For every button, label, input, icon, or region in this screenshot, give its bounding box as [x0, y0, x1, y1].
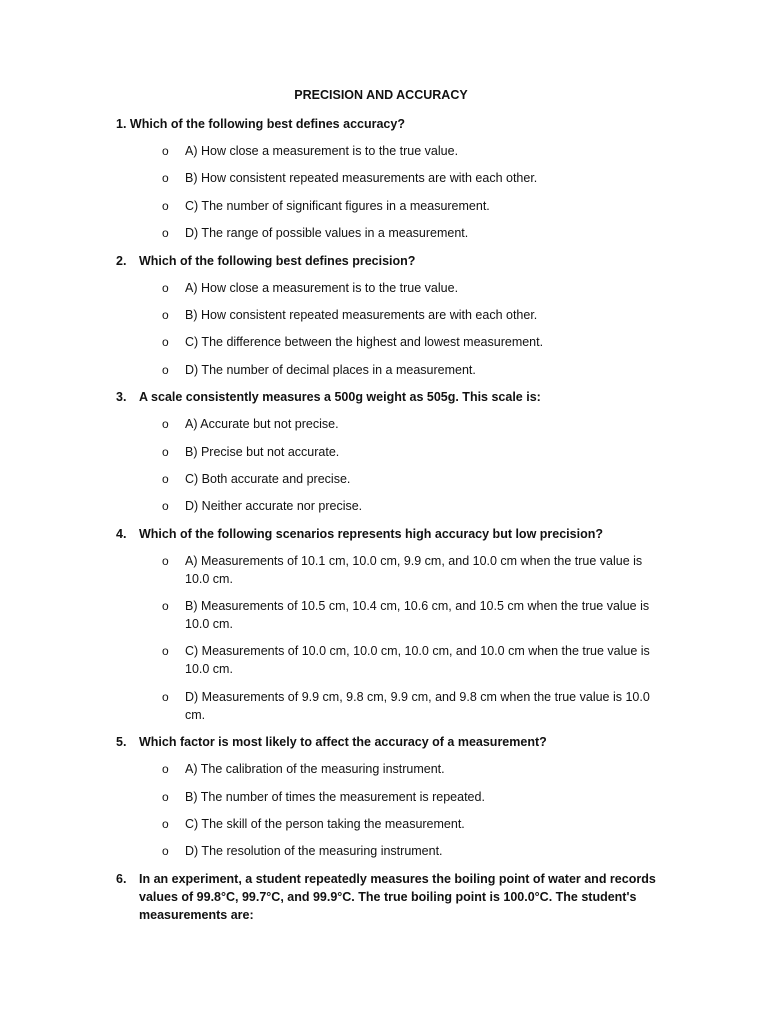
option-item	[116, 169, 665, 187]
option-item	[116, 333, 665, 351]
bullet-icon: o	[162, 471, 169, 486]
option-text: C) The difference between the highest and lowest measurement.	[185, 335, 544, 350]
question-5-options	[116, 760, 768, 860]
question-4-options	[116, 552, 768, 724]
question-text: Which of the following best defines precision?	[139, 253, 416, 268]
bullet-icon: o	[162, 444, 169, 459]
bullet-icon: o	[162, 553, 169, 568]
bullet-icon: o	[162, 499, 169, 514]
question-number: 3.	[116, 390, 127, 405]
option-text: A) The calibration of the measuring instrument.	[185, 762, 445, 777]
bullet-icon: o	[162, 762, 169, 777]
option-item	[116, 760, 665, 778]
question-text: Which of the following best defines accuracy?	[129, 117, 405, 131]
option-text: B) How consistent repeated measurements are with each other.	[185, 307, 538, 322]
option-text: B) Measurements of 10.5 cm, 10.4 cm, 10.6 cm, and 10.5 cm when the true value is 10.0 cm.	[185, 599, 650, 632]
question-number: 4.	[116, 526, 127, 541]
option-text: B) How consistent repeated measurements are with each other.	[185, 171, 538, 186]
option-item	[116, 642, 665, 678]
option-text: D) The number of decimal places in a measurement.	[185, 362, 476, 377]
question-3	[116, 388, 668, 406]
question-2	[116, 252, 668, 270]
bullet-icon: o	[162, 689, 169, 704]
question-2-options	[116, 279, 768, 379]
question-6	[116, 870, 668, 924]
bullet-icon: o	[162, 817, 169, 832]
option-text: C) The number of significant figures in a measurement.	[185, 198, 490, 213]
option-item	[116, 815, 665, 833]
question-text: Which of the following scenarios represents high accuracy but low precision?	[139, 526, 603, 541]
option-item	[116, 597, 665, 633]
question-text: A scale consistently measures a 500g weight as 505g. This scale is:	[139, 390, 541, 405]
question-3-options	[116, 415, 768, 515]
bullet-icon: o	[162, 417, 169, 432]
question-number: 6.	[116, 871, 127, 886]
option-item	[116, 470, 665, 488]
question-4	[116, 525, 668, 543]
option-item	[116, 306, 665, 324]
option-text: D) The range of possible values in a measurement.	[185, 226, 469, 241]
option-item	[116, 415, 665, 433]
bullet-icon: o	[162, 362, 169, 377]
bullet-icon: o	[162, 335, 169, 350]
option-item	[116, 842, 665, 860]
bullet-icon: o	[162, 307, 169, 322]
option-item	[116, 279, 665, 297]
option-text: C) Measurements of 10.0 cm, 10.0 cm, 10.0 cm, and 10.0 cm when the true value is 10.0 cm.	[185, 644, 650, 677]
option-text: A) Measurements of 10.1 cm, 10.0 cm, 9.9 cm, and 10.0 cm when the true value is 10.0 cm.	[185, 553, 643, 586]
option-text: A) How close a measurement is to the true value.	[185, 280, 459, 295]
bullet-icon: o	[162, 644, 169, 659]
option-item	[116, 688, 665, 724]
question-number: 5.	[116, 735, 127, 750]
option-text: B) The number of times the measurement is repeated.	[185, 789, 485, 804]
document-title: PRECISION AND ACCURACY	[294, 88, 468, 102]
option-item	[116, 788, 665, 806]
bullet-icon: o	[162, 226, 169, 241]
bullet-icon: o	[162, 599, 169, 614]
option-item	[116, 224, 665, 242]
option-text: C) Both accurate and precise.	[185, 471, 351, 486]
option-text: A) Accurate but not precise.	[185, 417, 339, 432]
question-number: 2.	[116, 253, 127, 268]
option-item	[116, 197, 665, 215]
bullet-icon: o	[162, 789, 169, 804]
option-item	[116, 552, 665, 588]
option-item	[116, 497, 665, 515]
question-1-options	[116, 142, 768, 242]
bullet-icon: o	[162, 144, 169, 158]
option-text: C) The skill of the person taking the measurement.	[185, 817, 465, 832]
bullet-icon: o	[162, 844, 169, 859]
option-text: D) Neither accurate nor precise.	[185, 499, 363, 514]
question-number: 1.	[116, 117, 127, 131]
bullet-icon: o	[162, 280, 169, 295]
question-1	[116, 115, 668, 133]
question-5	[116, 733, 668, 751]
option-text: B) Precise but not accurate.	[185, 444, 340, 459]
bullet-icon: o	[162, 171, 169, 186]
option-item	[116, 361, 665, 379]
question-text: In an experiment, a student repeatedly measures the boiling point of water and records values of 99.8°C, 99.7°C, and 99.9°C. The true boiling point is 100.0°C. The student's measurements are:	[139, 871, 656, 922]
option-item	[116, 142, 665, 160]
question-text: Which factor is most likely to affect the accuracy of a measurement?	[139, 735, 547, 750]
option-text: D) The resolution of the measuring instrument.	[185, 844, 443, 859]
option-text: A) How close a measurement is to the true value.	[185, 144, 459, 158]
option-item	[116, 443, 665, 461]
option-text: D) Measurements of 9.9 cm, 9.8 cm, 9.9 cm, and 9.8 cm when the true value is 10.0 cm.	[185, 689, 650, 722]
bullet-icon: o	[162, 198, 169, 213]
